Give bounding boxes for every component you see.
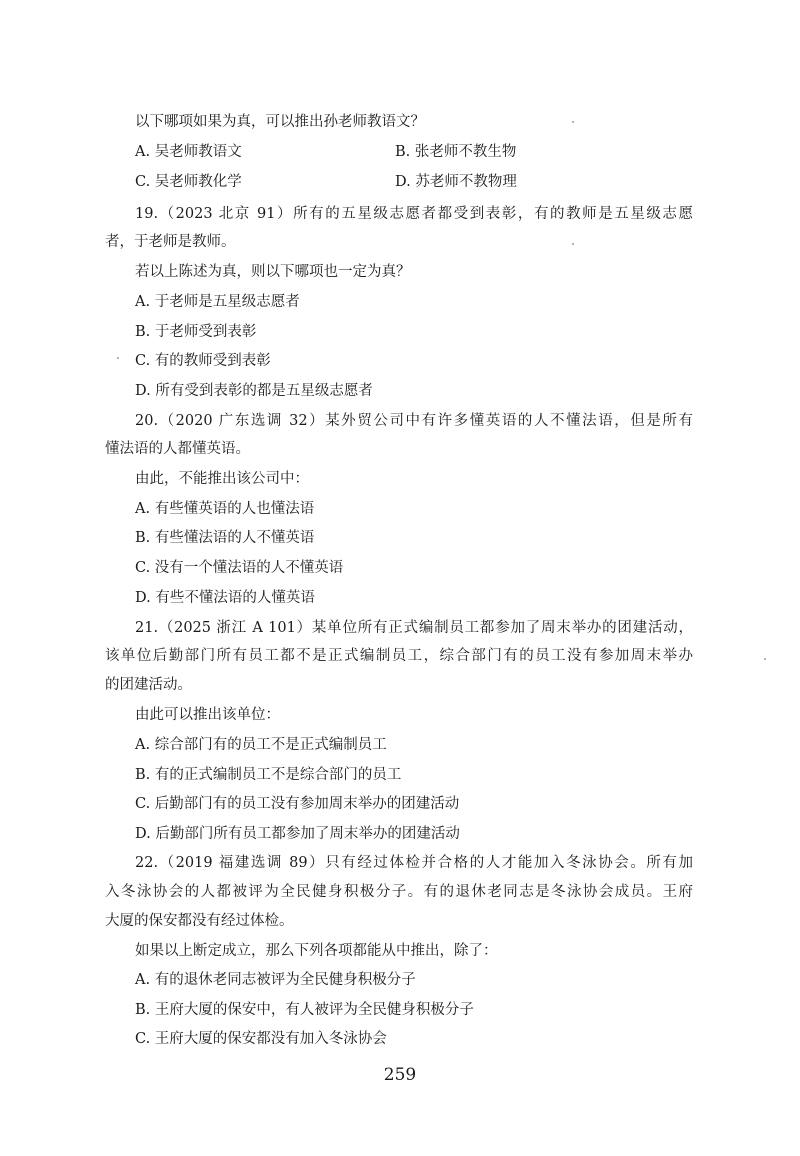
question-22-option-a: A. 有的退休老同志被评为全民健身积极分子 [135,972,416,988]
question-22-option-c: C. 王府大厦的保安都没有加入冬泳协会 [135,1031,387,1047]
question-20-text-cont: 懂法语的人都懂英语。 [105,441,250,457]
question-19-option-b: B. 于老师受到表彰 [135,324,257,340]
scan-speck [572,121,574,123]
scan-speck [764,658,766,660]
question-21-text-end: 的团建活动。 [105,677,192,693]
option-b: B. 张老师不教生物 [395,144,517,160]
question-22-text: 22.（2019 福建选调 89）只有经过体检并合格的人才能加入冬泳协会。所有加 [135,855,693,871]
option-c: C. 吴老师教化学 [135,174,242,190]
question-21-stem: 由此可以推出该单位： [135,707,280,723]
question-22-text-cont: 入冬泳协会的人都被评为全民健身积极分子。有的退休老同志是冬泳协会成员。王府 [105,884,693,900]
question-22-option-b: B. 王府大厦的保安中，有人被评为全民健身积极分子 [135,1002,474,1018]
question-22-stem: 如果以上断定成立，那么下列各项都能从中推出，除了： [135,943,498,959]
page-number: 259 [383,1065,417,1085]
scan-speck [117,357,119,359]
question-19-text: 19.（2023 北京 91）所有的五星级志愿者都受到表彰，有的教师是五星级志愿 [135,206,693,222]
question-stem: 以下哪项如果为真，可以推出孙老师教语文？ [135,114,425,130]
scan-speck [572,243,574,245]
question-21-option-a: A. 综合部门有的员工不是正式编制员工 [135,737,387,753]
question-21-option-b: B. 有的正式编制员工不是综合部门的员工 [135,767,402,783]
question-20-text: 20.（2020 广东选调 32）某外贸公司中有许多懂英语的人不懂法语，但是所有 [135,413,693,429]
question-19-text-cont: 者，于老师是教师。 [105,234,236,250]
question-19-option-c: C. 有的教师受到表彰 [135,353,271,369]
question-21-text-cont: 该单位后勤部门所有员工都不是正式编制员工，综合部门有的员工没有参加周末举办 [105,648,693,664]
option-a: A. 吴老师教语文 [135,144,242,160]
question-19-option-a: A. 于老师是五星级志愿者 [135,294,300,310]
question-20-option-b: B. 有些懂法语的人不懂英语 [135,530,315,546]
question-20-option-d: D. 有些不懂法语的人懂英语 [135,590,315,606]
question-21-option-d: D. 后勤部门所有员工都参加了周末举办的团建活动 [135,826,460,842]
question-20-option-c: C. 没有一个懂法语的人不懂英语 [135,560,344,576]
question-20-stem: 由此，不能推出该公司中： [135,471,309,487]
question-20-option-a: A. 有些懂英语的人也懂法语 [135,501,315,517]
question-19-stem: 若以上陈述为真，则以下哪项也一定为真？ [135,264,411,280]
question-21-text: 21.（2025 浙江 A 101）某单位所有正式编制员工都参加了周末举办的团建活动， [135,620,693,636]
question-21-option-c: C. 后勤部门有的员工没有参加周末举办的团建活动 [135,796,460,812]
question-22-text-end: 大厦的保安都没有经过体检。 [105,913,294,929]
option-d: D. 苏老师不教物理 [395,174,517,190]
question-19-option-d: D. 所有受到表彰的都是五星级志愿者 [135,383,373,399]
